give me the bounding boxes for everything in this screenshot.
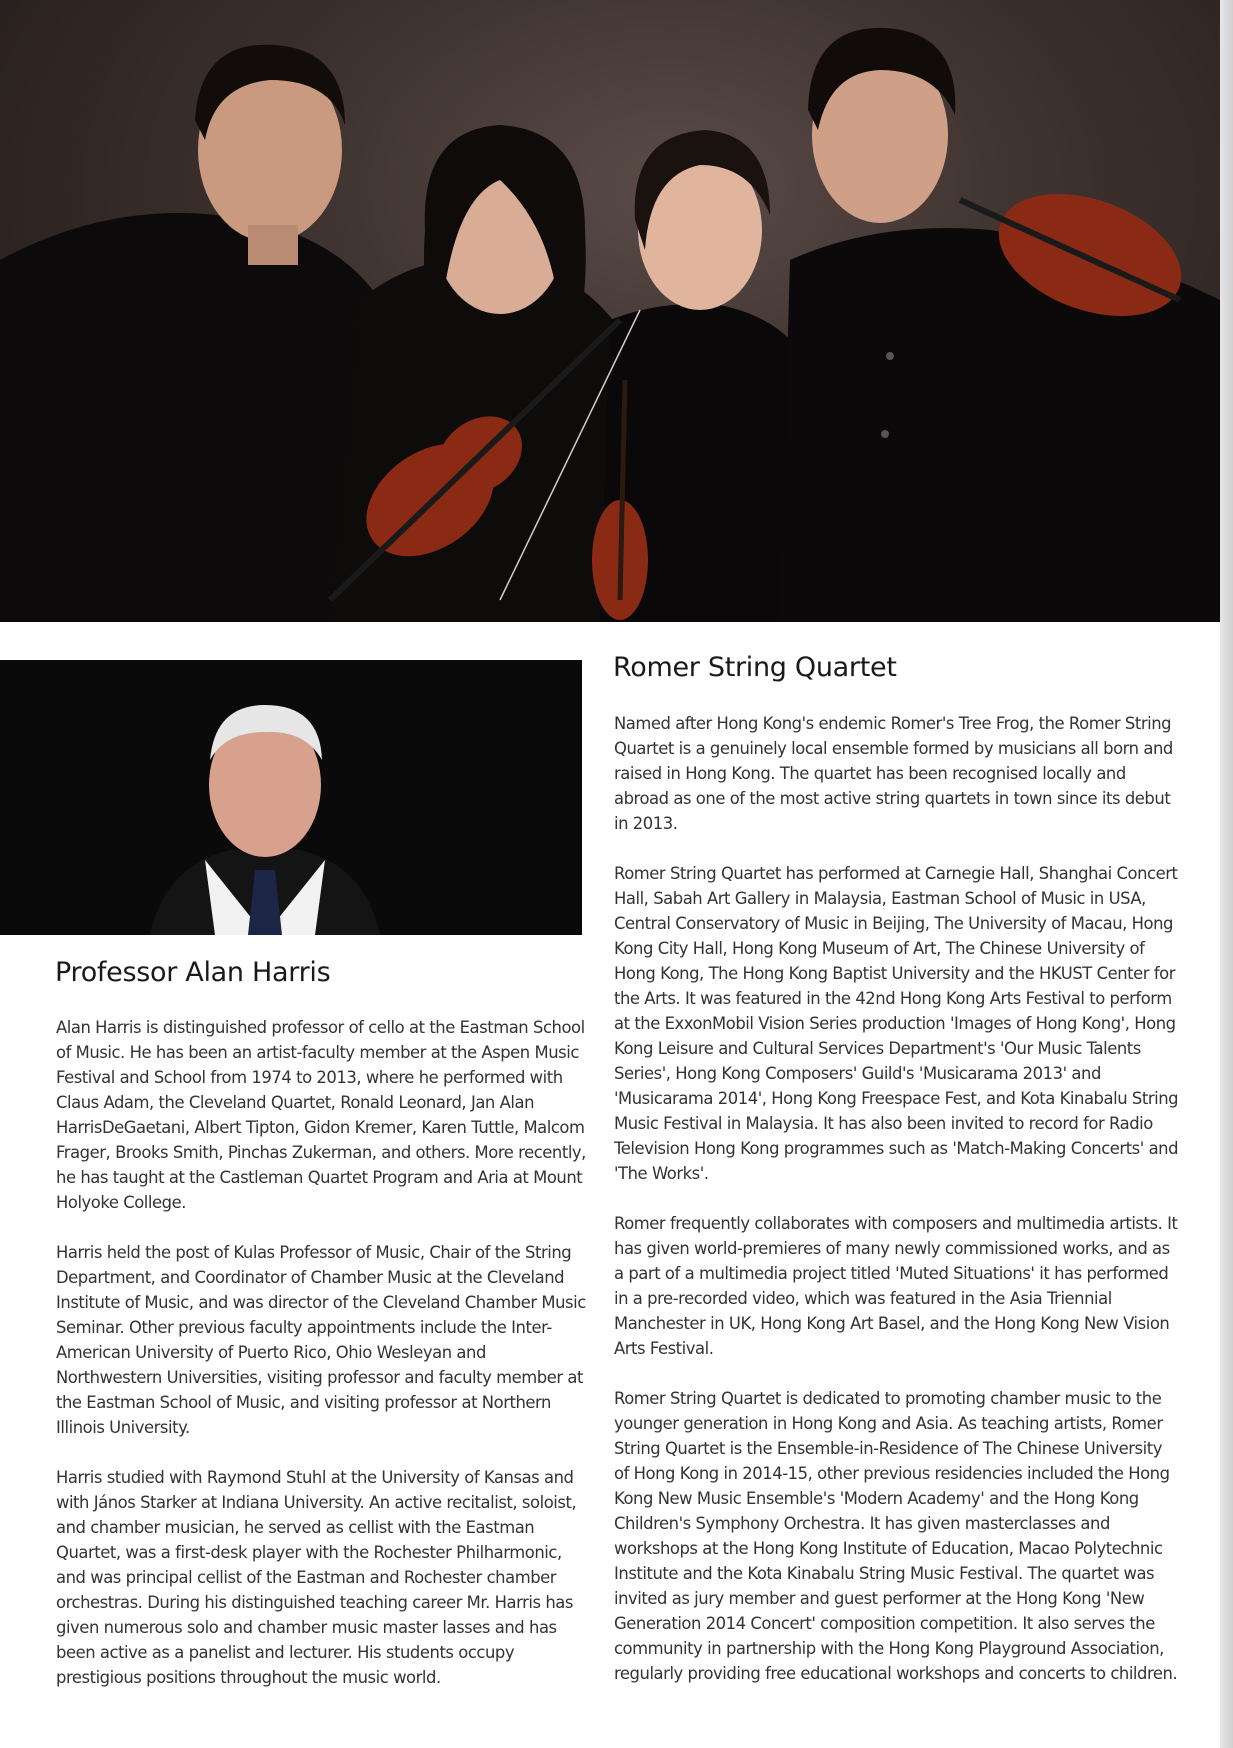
romer-paragraph: Romer frequently collaborates with composers and multimedia artists. It has given world-premieres of many newly commissioned works, and as a part of a multimedia project titled 'Muted Situations' it has performed in a pre-recorded video, which was featured in the Asia Triennial Manchester in UK, Hong Kong Art Basel, and the Hong Kong New Vision Arts Festival. bbox=[614, 1214, 1178, 1358]
romer-bio bbox=[614, 711, 1180, 1711]
harris-paragraph: Alan Harris is distinguished professor of cello at the Eastman School of Music. He has been an artist-faculty member at the Aspen Music Festival and School from 1974 to 2013, where he performed with Claus Adam, the Cleveland Quartet, Ronald Leonard, Jan Alan HarrisDeGaetani, Albert Tipton, Gidon Kremer, Karen Tuttle, Malcom Frager, Brooks Smith, Pinchas Zukerman, and others. More recently, he has taught at the Castleman Quartet Program and Aria at Mount Holyoke College. bbox=[56, 1018, 586, 1212]
harris-paragraph: Harris studied with Raymond Stuhl at the University of Kansas and with János Starker at Indiana University. An active recitalist, soloist, and chamber musician, he served as cellist with the Eastman Quartet, was a first-desk player with the Rochester Philharmonic, and was principal cellist of the Eastman and Rochester chamber orchestras. During his distinguished teaching career Mr. Harris has given numerous solo and chamber music master lasses and has been active as a panelist and lecturer. His students occupy prestigious positions throughout the music world. bbox=[56, 1468, 577, 1687]
harris-paragraph: Harris held the post of Kulas Professor of Music, Chair of the String Department, and Coordinator of Chamber Music at the Cleveland Institute of Music, and was director of the Cleveland Chamber Music Seminar. Other previous faculty appointments include the Inter-American University of Puerto Rico, Ohio Wesleyan and Northwestern Universities, visiting professor and faculty member at the Eastman School of Music, and visiting professor at Northern Illinois University. bbox=[56, 1243, 586, 1437]
harris-portrait-photo bbox=[0, 660, 582, 935]
romer-paragraph: Romer String Quartet is dedicated to promoting chamber music to the younger generation in Hong Kong and Asia. As teaching artists, Romer String Quartet is the Ensemble-in-Residence of The Chinese University of Hong Kong in 2014-15, other previous residencies included the Hong Kong New Music Ensemble's 'Modern Academy' and the Hong Kong Children's Symphony Orchestra. It has given masterclasses and workshops at the Hong Kong Institute of Education, Macao Polytechnic Institute and the Kota Kinabalu String Music Festival. The quartet was invited as jury member and guest performer at the Hong Kong 'New Generation 2014 Concert' composition competition. It also serves the community in partnership with the Hong Kong Playground Association, regularly providing free educational workshops and concerts to children. bbox=[614, 1389, 1178, 1683]
harris-bio bbox=[56, 1015, 586, 1715]
quartet-photo bbox=[0, 0, 1220, 622]
romer-paragraph: Named after Hong Kong's endemic Romer's Tree Frog, the Romer String Quartet is a genuinely local ensemble formed by musicians all born and raised in Hong Kong. The quartet has been recognised locally and abroad as one of the most active string quartets in town since its debut in 2013. bbox=[614, 714, 1173, 833]
romer-title: Romer String Quartet bbox=[613, 652, 897, 683]
romer-paragraph: Romer String Quartet has performed at Carnegie Hall, Shanghai Concert Hall, Sabah Art Gallery in Malaysia, Eastman School of Music in USA, Central Conservatory of Music in Beijing, The University of Macau, Hong Kong City Hall, Hong Kong Museum of Art, The Chinese University of Hong Kong, The Hong Kong Baptist University and the HKUST Center for the Arts. It was featured in the 42nd Hong Kong Arts Festival to perform at the ExxonMobil Vision Series production 'Images of Hong Kong', Hong Kong Leisure and Cultural Services Department's 'Our Music Talents Series', Hong Kong Composers' Guild's 'Musicarama 2013' and 'Musicarama 2014', Hong Kong Freespace Fest, and Kota Kinabalu String Music Festival in Malaysia. It has also been invited to record for Radio Television Hong Kong programmes such as 'Match-Making Concerts' and 'The Works'. bbox=[614, 864, 1179, 1183]
page-edge bbox=[1220, 0, 1233, 1748]
harris-title: Professor Alan Harris bbox=[55, 957, 331, 988]
